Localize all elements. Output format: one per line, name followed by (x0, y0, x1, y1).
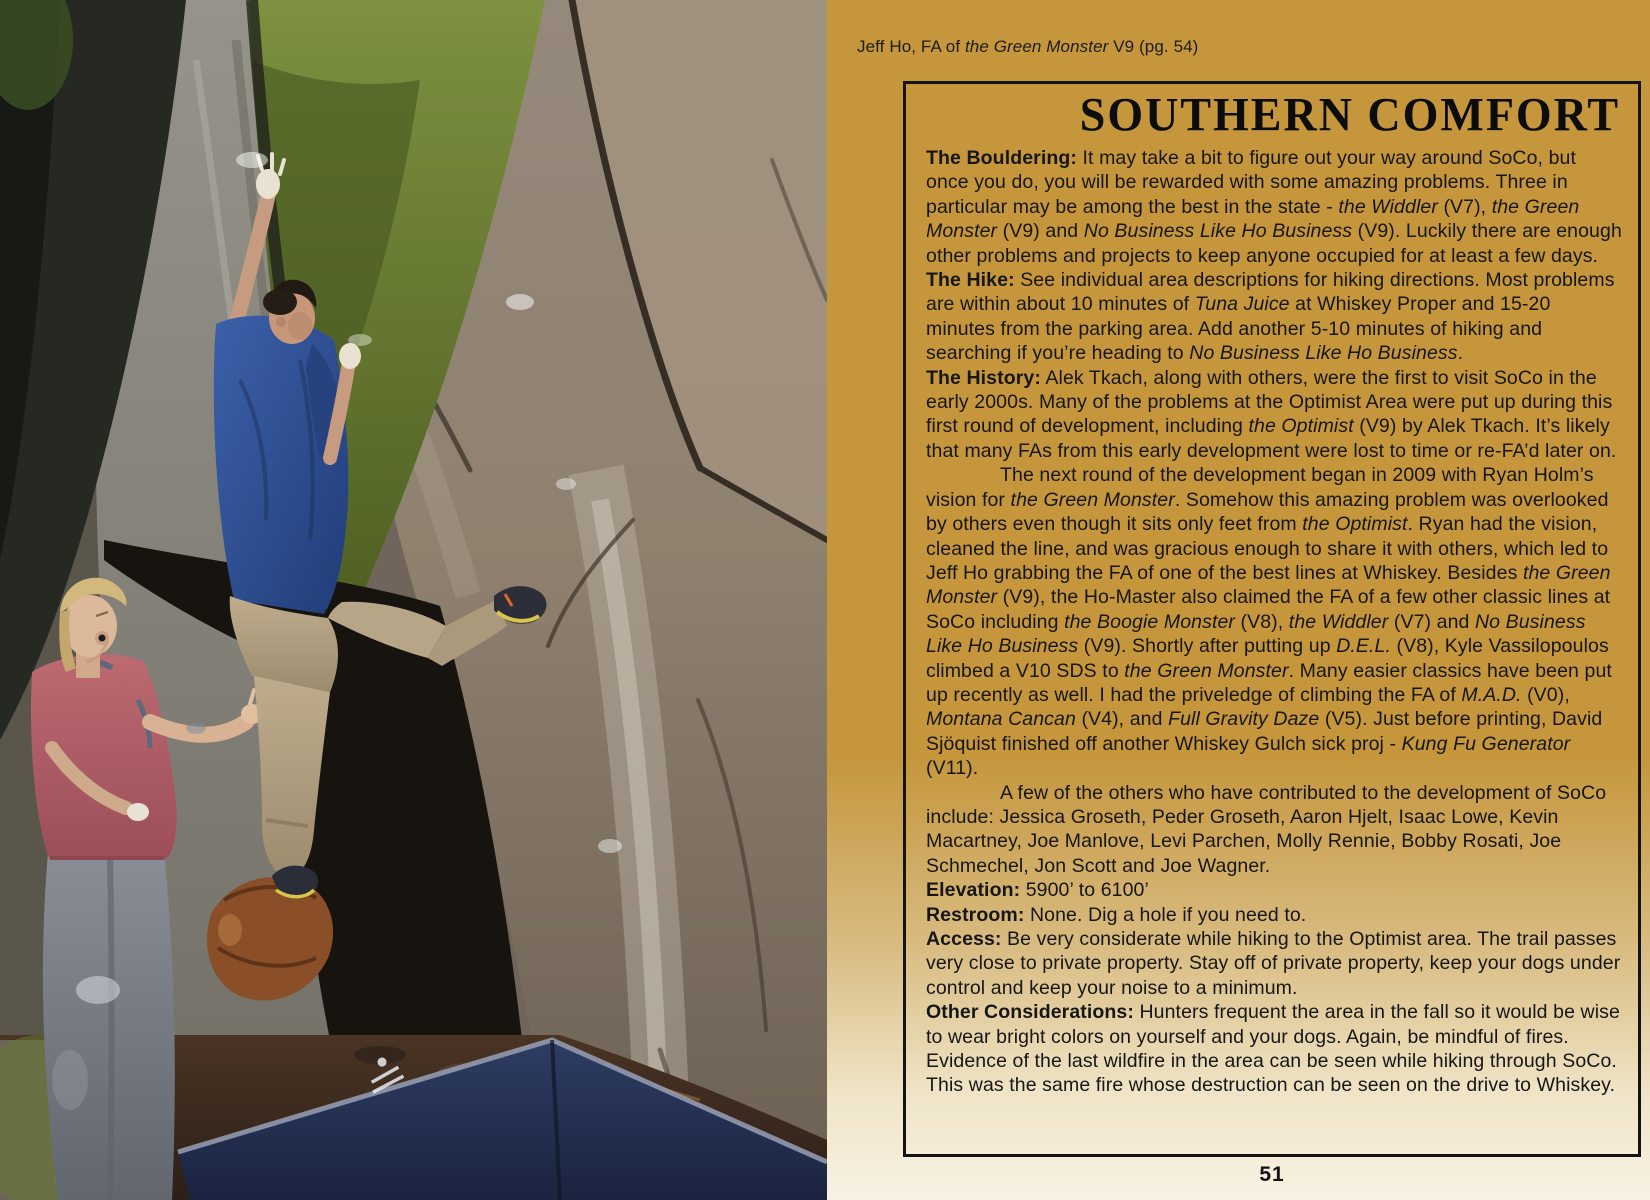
text-run: (V7) and (1388, 610, 1475, 633)
text-run: (V9). Luckily there are enough other problems and projects to keep anyone occupied for at least a few days. (926, 220, 1622, 267)
area-title: SOUTHERN COMFORT (1079, 87, 1620, 141)
text-run: (V8), Kyle Vassilopoulos climbed a V10 SDS to (926, 635, 1609, 682)
text-run: (V0), (1521, 683, 1570, 706)
text-run: (V9). Shortly after putting up (1078, 635, 1337, 658)
paragraph (926, 927, 1622, 1000)
text-run: Be very considerate while hiking to the Optimist area. The trail passes very close to private property. Stay off of private property, keep your dogs under control and keep your noise to a minimum. (926, 928, 1621, 999)
route-name: Tuna Juice (1194, 293, 1290, 316)
text-run: (V11). (926, 757, 979, 780)
text-run: Alek Tkach, along with others, were the first to visit SoCo in the early 2000s. Many of the problems at the Optimist Area were put up during this first round of development, including (926, 366, 1613, 438)
route-name: the Green Monster (926, 195, 1580, 243)
paragraph (926, 146, 1622, 268)
guidebook-page (827, 0, 1650, 1200)
caption-text: Jeff Ho, FA of (857, 37, 965, 56)
text-run: (V9) by Alek Tkach. It’s likely that many FAs from this early development were lost to time or re-FA’d later on. (926, 415, 1617, 462)
route-name: the Boogie Monster (1064, 610, 1235, 633)
text-run: Hunters frequent the area in the fall so it would be wise to wear bright colors on yourself and your dogs. Again, be mindful of fires. Evidence of the last wildfire in the area can be seen while hiking through SoCo. This was the same fire whose destruction can be seen on the drive to Whiskey. (926, 1001, 1620, 1097)
route-name: Montana Cancan (926, 708, 1076, 731)
text-run: It may take a bit to figure out your way around SoCo, but once you do, you will be rewarded with some amazing problems. Three in particular may be among the best in the state - (926, 147, 1576, 218)
caption-route-name: the Green Monster (964, 37, 1109, 56)
route-name: the Optimist (1248, 415, 1354, 438)
text-run: A few of the others who have contributed to the development of SoCo include: Jessica Groseth, Peder Groseth, Aaron Hjelt, Isaac Lowe, Kevin Macartney, Joe Manlove, Levi Parchen, Molly Rennie, Bobby Rosati, Joe Schmechel, Jon Scott and Joe Wagner. (926, 781, 1607, 877)
route-name: the Green Monster (926, 561, 1611, 609)
route-name: the Widdler (1288, 610, 1389, 633)
text-run: The next round of the development began in 2009 with Ryan Holm’s vision for (926, 464, 1594, 511)
text-run: (V5). Just before printing, David Sjöquist finished off another Whiskey Gulch sick proj - (926, 708, 1603, 755)
text-run: (V8), (1235, 610, 1289, 633)
paragraph (926, 781, 1622, 879)
section-label: Restroom: (926, 903, 1025, 926)
route-name: No Business Like Ho Business (1083, 220, 1353, 243)
caption-suffix: V9 (pg. 54) (1108, 37, 1199, 56)
route-name: the Widdler (1338, 195, 1438, 218)
paragraph (926, 463, 1622, 780)
paragraph (926, 1000, 1622, 1098)
section-label: The Bouldering: (926, 147, 1077, 169)
text-run: (V9) and (997, 220, 1084, 243)
route-name: M.A.D. (1461, 683, 1522, 706)
route-name: Full Gravity Daze (1168, 708, 1320, 731)
text-run: None. Dig a hole if you need to. (1024, 903, 1307, 926)
text-run: (V9), the Ho-Master also claimed the FA of a few other classic lines at SoCo including (926, 586, 1611, 633)
paragraph (926, 903, 1622, 927)
page-number: 51 (1259, 1163, 1285, 1186)
text-run: . Ryan had the vision, cleaned the line, and was gracious enough to share it with others, which led to Jeff Ho grabbing the FA of one of the best lines at Whiskey. Besides (926, 513, 1609, 584)
text-run: (V4), and (1075, 708, 1169, 731)
text-run: . (1457, 342, 1464, 365)
section-label: Elevation: (926, 879, 1021, 902)
paragraph (926, 366, 1622, 464)
route-name: the Green Monster (1124, 659, 1289, 682)
section-label: Access: (926, 928, 1002, 950)
section-label: Other Considerations: (926, 1001, 1134, 1024)
photo-caption (857, 36, 1198, 58)
article-body (926, 146, 1622, 1098)
route-name: the Green Monster (1010, 488, 1175, 511)
text-run: . Many easier classics have been put up recently as well. I had the priveledge of climbing the FA of (926, 659, 1612, 706)
text-run: . Somehow this amazing problem was overlooked by others even though it sits only feet from (926, 488, 1609, 536)
paragraph (926, 878, 1622, 902)
route-name: No Business Like Ho Business (926, 610, 1586, 658)
section-label: The Hike: (926, 269, 1015, 292)
route-name: No Business Like Ho Business (1189, 342, 1458, 365)
text-run: at Whiskey Proper and 15-20 minutes from the parking area. Add another 5-10 minutes of hiking and searching if you’re heading to (926, 293, 1551, 365)
text-run: 5900’ to 6100’ (1020, 879, 1149, 902)
paragraph (926, 268, 1622, 366)
section-label: The History: (926, 366, 1041, 389)
route-name: D.E.L. (1336, 635, 1391, 658)
route-name: Kung Fu Generator (1401, 732, 1571, 755)
text-run: See individual area descriptions for hiking directions. Most problems are within about 10 minutes of (926, 269, 1615, 316)
route-name: the Optimist (1302, 513, 1408, 536)
area-description-box (903, 81, 1641, 1157)
text-run: (V7), (1437, 195, 1492, 218)
